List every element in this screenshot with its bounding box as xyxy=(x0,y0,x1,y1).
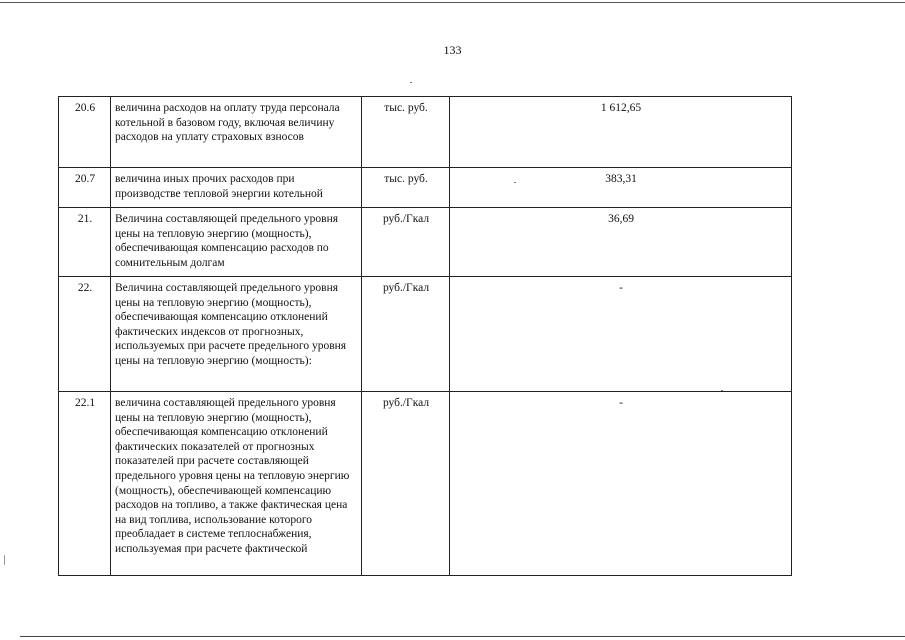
row-value: - xyxy=(450,277,792,392)
scan-mark-left xyxy=(4,555,5,565)
row-number: 22. xyxy=(59,277,111,392)
row-unit: руб./Гкал xyxy=(362,277,450,392)
row-number: 22.1 xyxy=(59,392,111,576)
row-description: Величина составляющей предельного уровня цены на тепловую энергию (мощность), обеспечивающая компенсацию расходов по сомнительным долгам xyxy=(111,208,362,277)
row-number: 20.6 xyxy=(59,97,111,168)
table-row xyxy=(59,277,792,392)
table-row xyxy=(59,208,792,277)
row-value: 383,31 xyxy=(450,168,792,208)
page-number: 133 xyxy=(443,43,462,57)
row-unit: руб./Гкал xyxy=(362,392,450,576)
row-value: 36,69 xyxy=(450,208,792,277)
tariff-table xyxy=(58,96,792,576)
row-number: 20.7 xyxy=(59,168,111,208)
row-value: 1 612,65 xyxy=(450,97,792,168)
table-row xyxy=(59,97,792,168)
row-unit: тыс. руб. xyxy=(362,97,450,168)
scan-edge-bottom xyxy=(20,636,905,637)
row-description: Величина составляющей предельного уровня цены на тепловую энергию (мощность), обеспечивающая компенсацию отклонений фактических индексов от прогнозных, используемых при расчете предельного уровня цены на тепловую энергию (мощность): xyxy=(111,277,362,392)
scan-speck xyxy=(410,82,412,83)
row-number: 21. xyxy=(59,208,111,277)
row-description: величина расходов на оплату труда персонала котельной в базовом году, включая величину расходов на уплату страховых взносов xyxy=(111,97,362,168)
row-description: величина составляющей предельного уровня цены на тепловую энергию (мощность), обеспечивающая компенсацию отклонений фактических показателей от прогнозных показателей при расчете составляющей предельного уровня цены на тепловую энергию (мощность), обеспечивающей компенсацию расходов на топливо, а также фактическая цена на вид топлива, использование которого преобладает в системе теплоснабжения, используемая при расчете фактической xyxy=(111,392,362,576)
row-unit: руб./Гкал xyxy=(362,208,450,277)
scan-edge-top xyxy=(0,2,905,3)
row-unit: тыс. руб. xyxy=(362,168,450,208)
row-description: величина иных прочих расходов при производстве тепловой энергии котельной xyxy=(111,168,362,208)
table-row xyxy=(59,392,792,576)
table-row xyxy=(59,168,792,208)
row-value: - xyxy=(450,392,792,576)
